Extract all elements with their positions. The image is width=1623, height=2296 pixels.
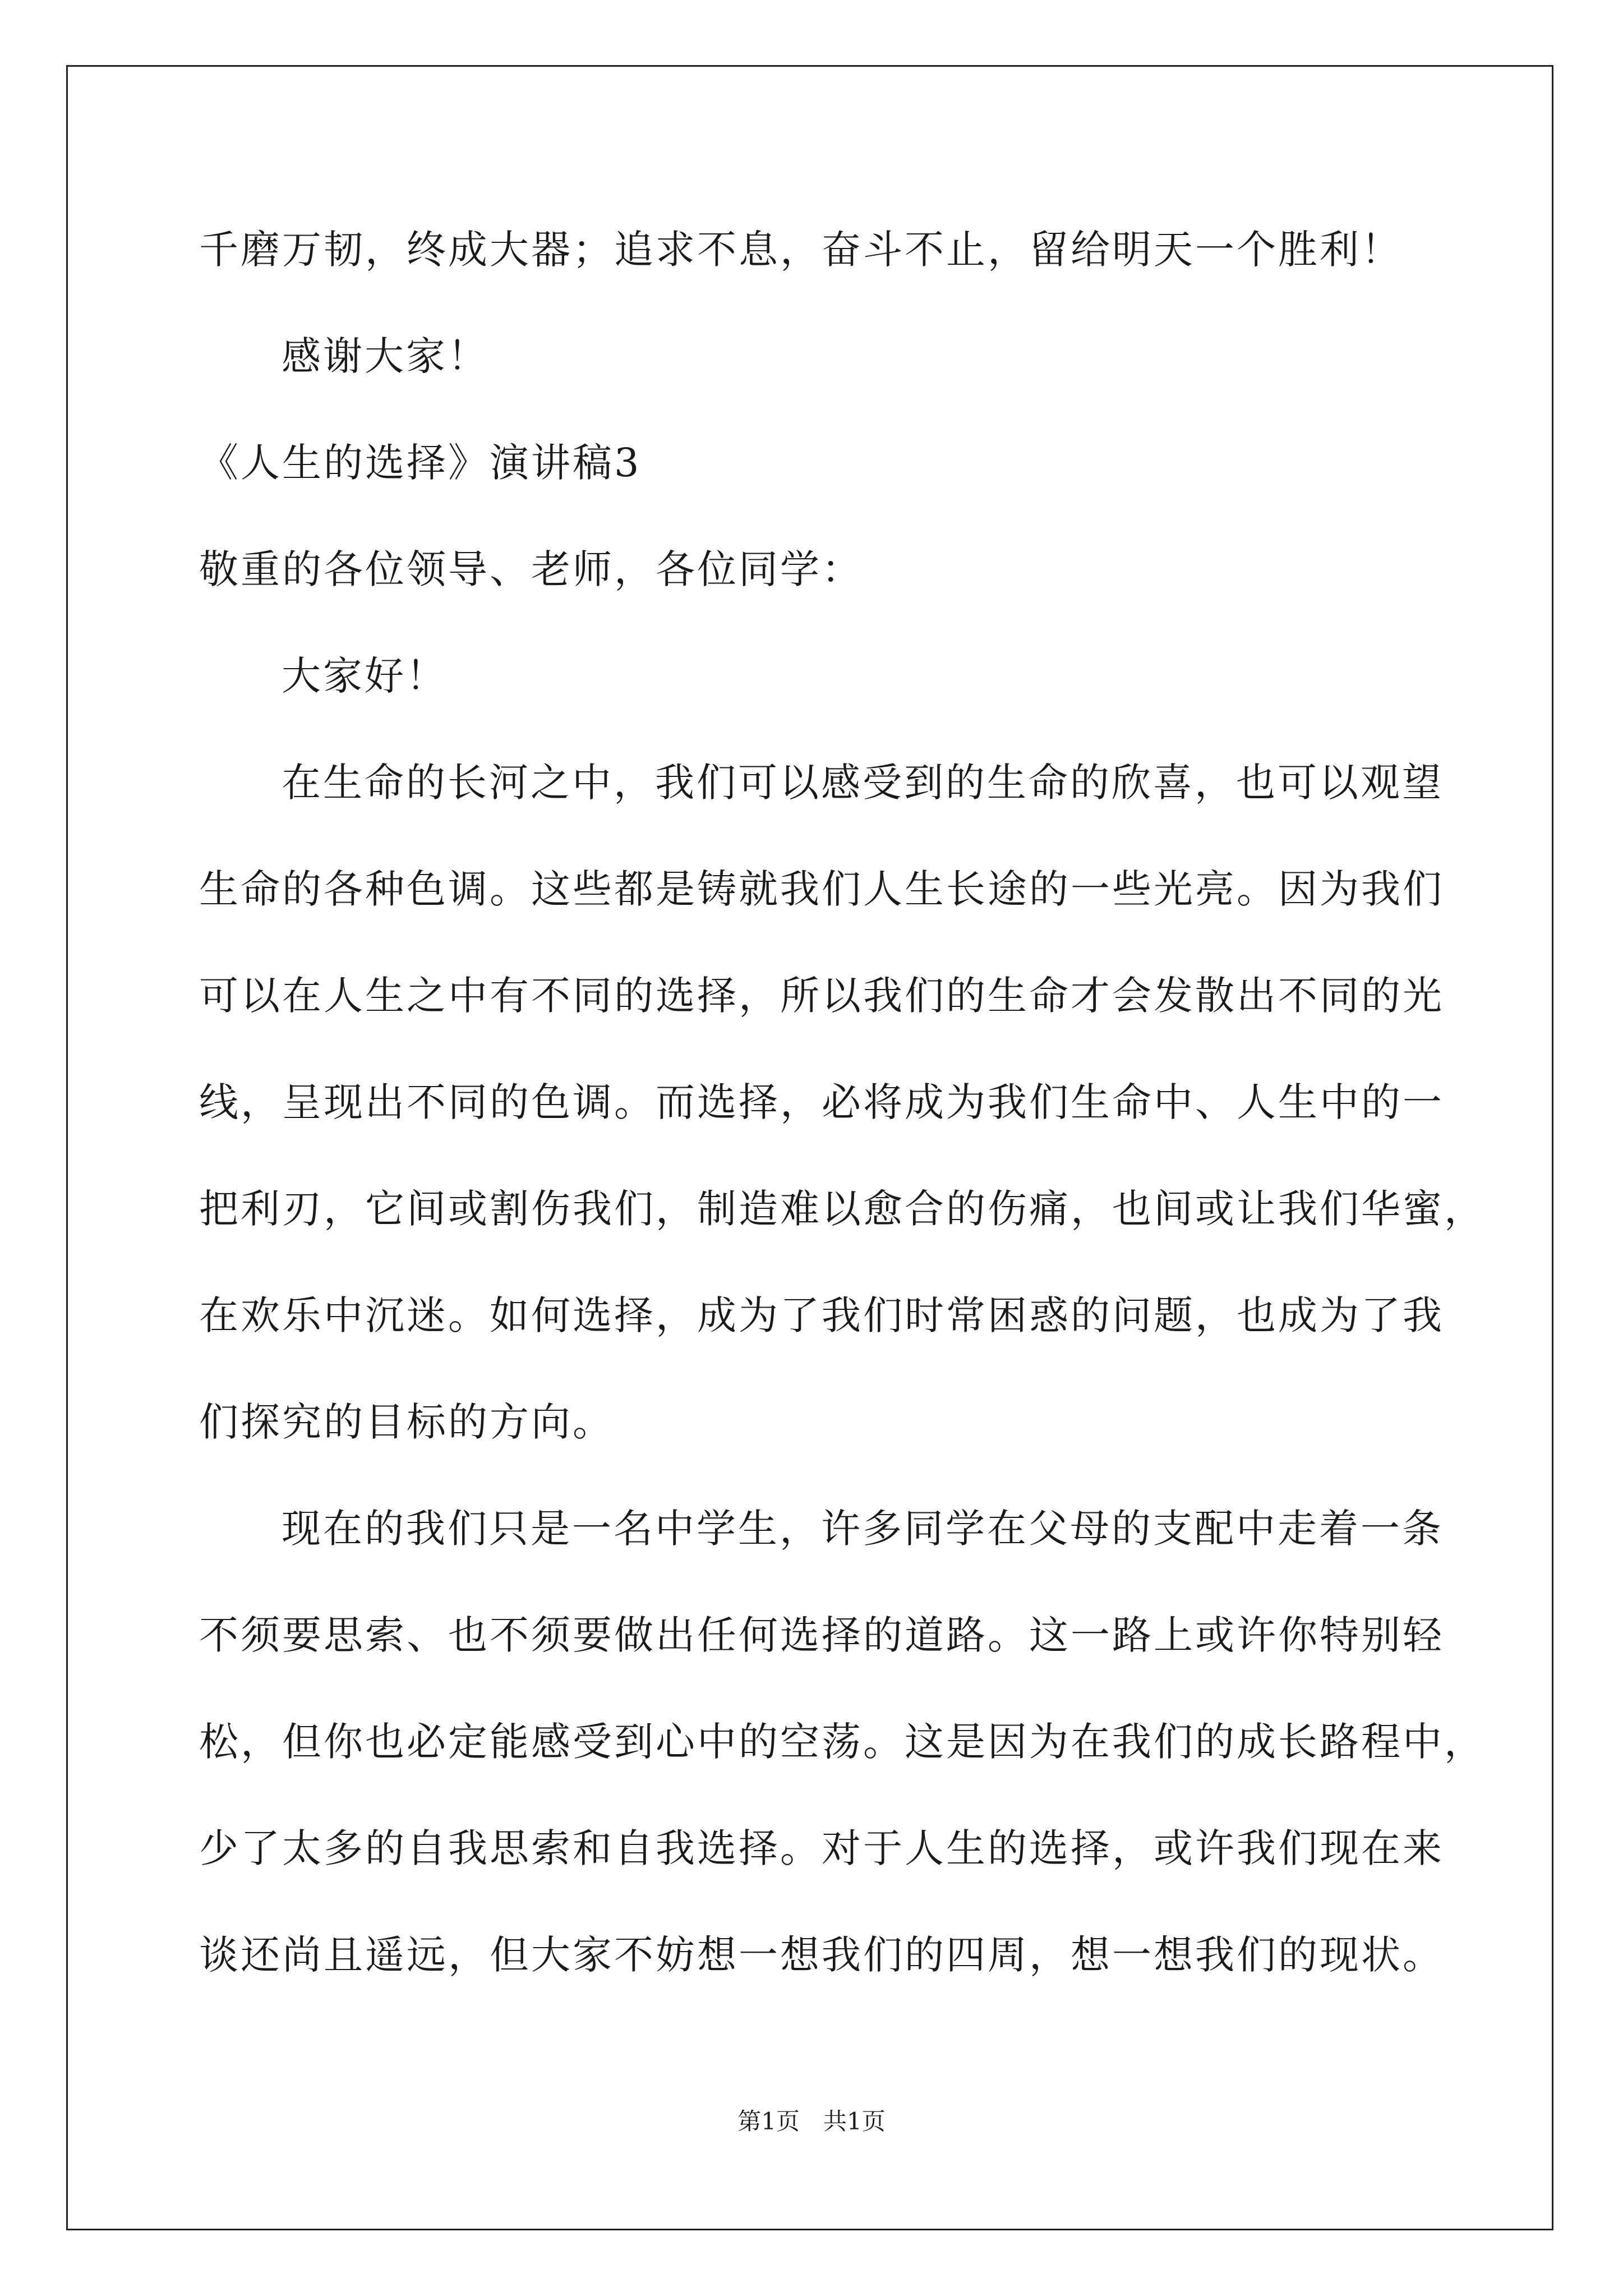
salutation: 敬重的各位领导、老师，各位同学： <box>199 546 863 592</box>
text-line-2: 感谢大家！ <box>282 333 489 379</box>
text-line-1: 千磨万韧，终成大器；追求不息，奋斗不止，留给明天一个胜利！ <box>199 227 1403 273</box>
text-line-8: 可以在人生之中有不同的选择，所以我们的生命才会发散出不同的光 <box>199 973 1444 1019</box>
text-line-17: 谈还尚且遥远，但大家不妨想一想我们的四周，想一想我们的现状。 <box>199 1932 1444 1978</box>
page-frame <box>66 65 1553 2230</box>
text-line-9: 线，呈现出不同的色调。而选择，必将成为我们生命中、人生中的一 <box>199 1079 1444 1125</box>
text-line-16: 少了太多的自我思索和自我选择。对于人生的选择，或许我们现在来 <box>199 1825 1444 1871</box>
text-line-15: 松，但你也必定能感受到心中的空荡。这是因为在我们的成长路程中， <box>199 1719 1486 1765</box>
text-line-7: 生命的各种色调。这些都是铸就我们人生长途的一些光亮。因为我们 <box>199 866 1444 912</box>
text-line-6: 在生命的长河之中，我们可以感受到的生命的欣喜，也可以观望 <box>282 760 1444 806</box>
text-line-14: 不须要思索、也不须要做出任何选择的道路。这一路上或许你特别轻 <box>199 1612 1444 1658</box>
greeting: 大家好！ <box>282 653 448 699</box>
text-line-13: 现在的我们只是一名中学生，许多同学在父母的支配中走着一条 <box>282 1506 1444 1552</box>
section-title: 《人生的选择》演讲稿3 <box>199 440 642 486</box>
text-line-10: 把利刃，它间或割伤我们，制造难以愈合的伤痛，也间或让我们华蜜， <box>199 1186 1486 1232</box>
text-line-12: 们探究的目标的方向。 <box>199 1399 614 1445</box>
text-line-11: 在欢乐中沉迷。如何选择，成为了我们时常困惑的问题，也成为了我 <box>199 1292 1444 1338</box>
page-footer: 第1页 共1页 <box>737 2108 886 2135</box>
